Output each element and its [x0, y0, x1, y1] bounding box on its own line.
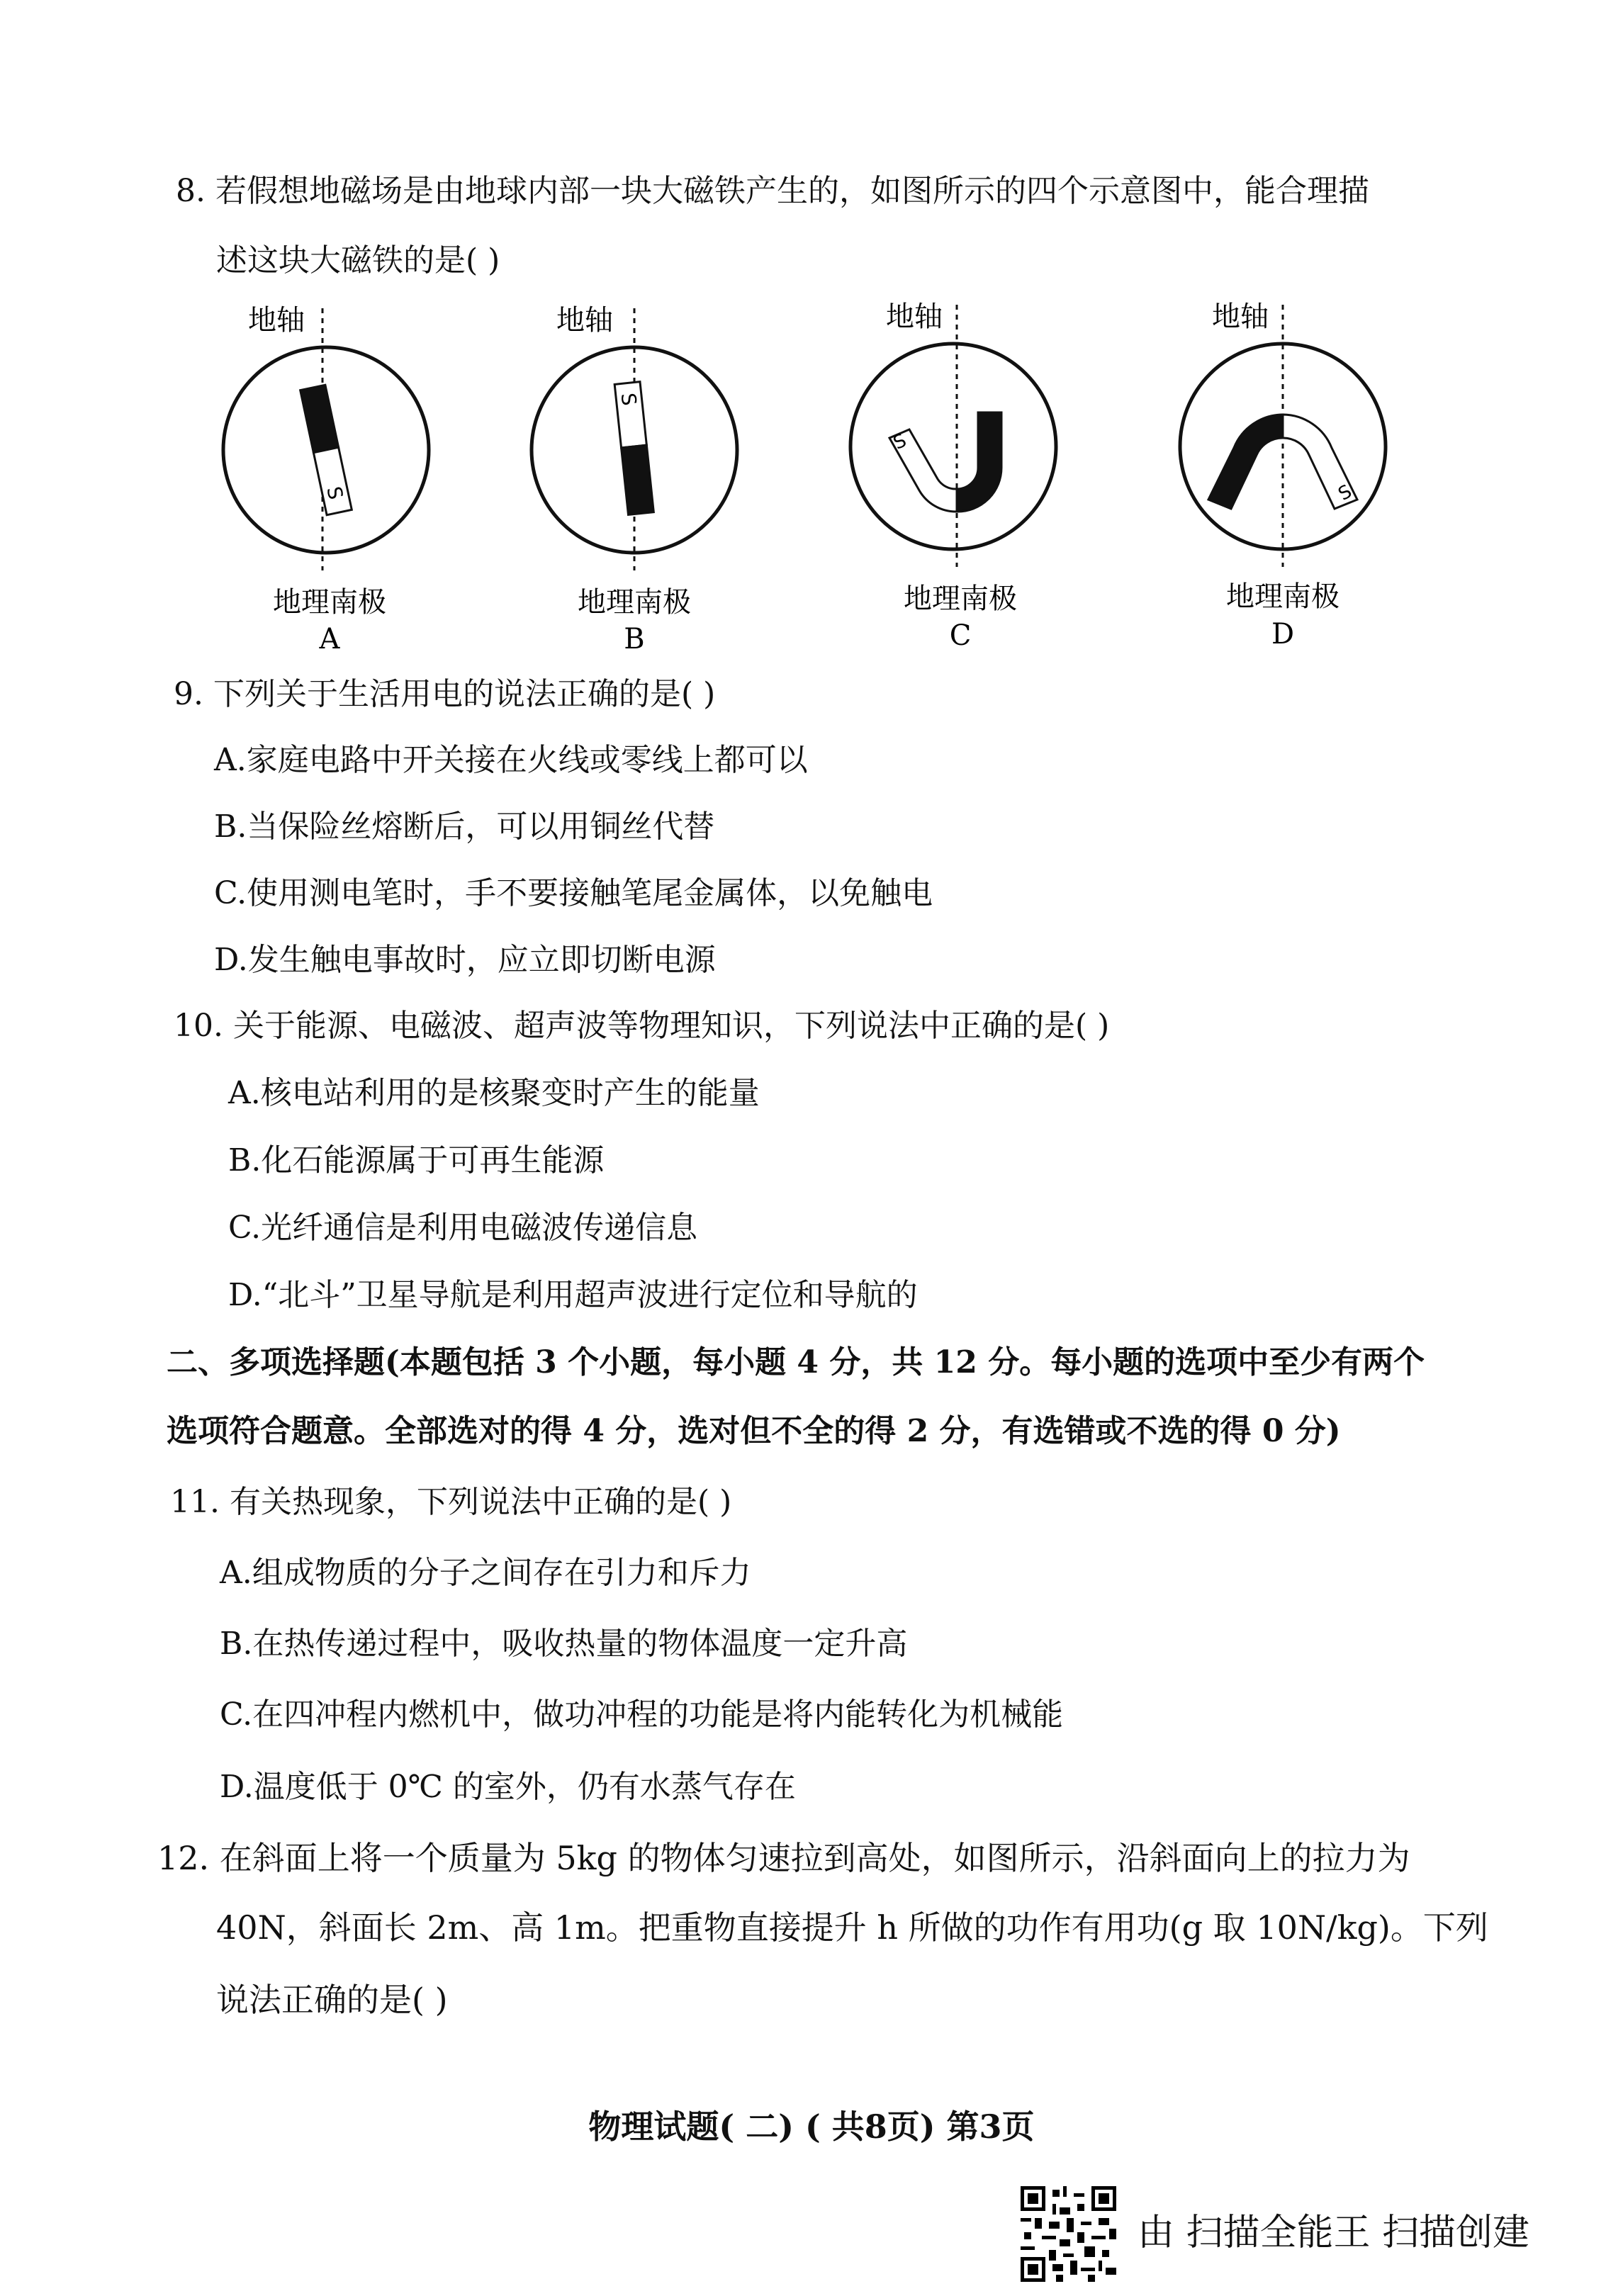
- scanner-watermark: 由 扫描全能王 扫描创建: [1138, 2212, 1530, 2254]
- bar-magnet: [301, 385, 352, 515]
- q8-figure-a: [206, 294, 447, 663]
- qr-code-icon: [1021, 2186, 1116, 2282]
- section2-heading-line1: 二、多项选择题(本题包括 3 个小题，每小题 4 分，共 12 分。每小题的选项中至少有两个: [167, 1344, 1425, 1380]
- pole-label: S: [890, 429, 910, 454]
- q11-option-b: B.在热传递过程中，吸收热量的物体温度一定升高: [220, 1626, 908, 1662]
- q11-option-d: D.温度低于 0℃ 的室外，仍有水蒸气存在: [220, 1769, 796, 1805]
- bottom-label: 地理南极: [273, 586, 386, 619]
- axis-label: 地轴: [1212, 300, 1269, 333]
- figure-letter: A: [319, 623, 340, 655]
- q9-option-b: B.当保险丝熔断后，可以用铜丝代替: [214, 809, 715, 845]
- q12-stem-line2: 40N，斜面长 2m、高 1m。把重物直接提升 h 所做的功作有用功(g 取 10N/kg)。下列: [216, 1908, 1488, 1947]
- axis-label: 地轴: [556, 304, 613, 337]
- axis-label: 地轴: [248, 304, 305, 337]
- q8-figure-c: [840, 291, 1081, 659]
- section2-heading-line2: 选项符合题意。全部选对的得 4 分，选对但不全的得 2 分，有选错或不选的得 0 分): [167, 1413, 1341, 1449]
- q10-option-b: B.化石能源属于可再生能源: [228, 1142, 605, 1178]
- page-footer: 物理试题( 二) ( 共8页) 第3页: [588, 2108, 1035, 2146]
- q8-figure-b: [514, 294, 755, 663]
- q11-option-c: C.在四冲程内燃机中，做功冲程的功能是将内能转化为机械能: [220, 1696, 1064, 1733]
- q12-stem-line3: 说法正确的是( ): [216, 1981, 448, 2019]
- figure-letter: C: [949, 619, 972, 652]
- q10-option-d: D.“北斗”卫星导航是利用超声波进行定位和导航的: [228, 1277, 918, 1313]
- q11-option-a: A.组成物质的分子之间存在引力和斥力: [220, 1555, 751, 1591]
- pole-label: S: [616, 391, 641, 407]
- bottom-label: 地理南极: [904, 583, 1017, 615]
- pole-label: S: [1335, 480, 1356, 505]
- q10-stem: 10. 关于能源、电磁波、超声波等物理知识，下列说法中正确的是( ): [174, 1008, 1110, 1044]
- q9-option-d: D.发生触电事故时，应立即切断电源: [214, 942, 716, 978]
- q9-stem: 9. 下列关于生活用电的说法正确的是( ): [174, 676, 716, 712]
- axis-label: 地轴: [886, 300, 943, 333]
- q8-stem-line1: 8. 若假想地磁场是由地球内部一块大磁铁产生的，如图所示的四个示意图中，能合理描: [176, 173, 1369, 209]
- pole-label: S: [322, 484, 348, 502]
- bottom-label: 地理南极: [1226, 580, 1340, 613]
- figure-letter: B: [624, 623, 645, 655]
- q9-option-c: C.使用测电笔时，手不要接触笔尾金属体，以免触电: [214, 875, 933, 911]
- q8-figure-d: [1166, 291, 1407, 659]
- q12-stem-line1: 12. 在斜面上将一个质量为 5kg 的物体匀速拉到高处，如图所示，沿斜面向上的拉力为: [157, 1839, 1410, 1877]
- bottom-label: 地理南极: [578, 586, 691, 619]
- q9-option-a: A.家庭电路中开关接在火线或零线上都可以: [214, 742, 808, 778]
- q11-stem: 11. 有关热现象，下列说法中正确的是( ): [170, 1484, 732, 1520]
- q10-option-c: C.光纤通信是利用电磁波传递信息: [228, 1210, 698, 1246]
- figure-letter: D: [1271, 618, 1295, 651]
- bar-magnet: [614, 382, 653, 515]
- q10-option-a: A.核电站利用的是核聚变时产生的能量: [228, 1075, 760, 1111]
- horseshoe-magnet: [889, 412, 1001, 512]
- q8-stem-line2: 述这块大磁铁的是( ): [216, 242, 500, 278]
